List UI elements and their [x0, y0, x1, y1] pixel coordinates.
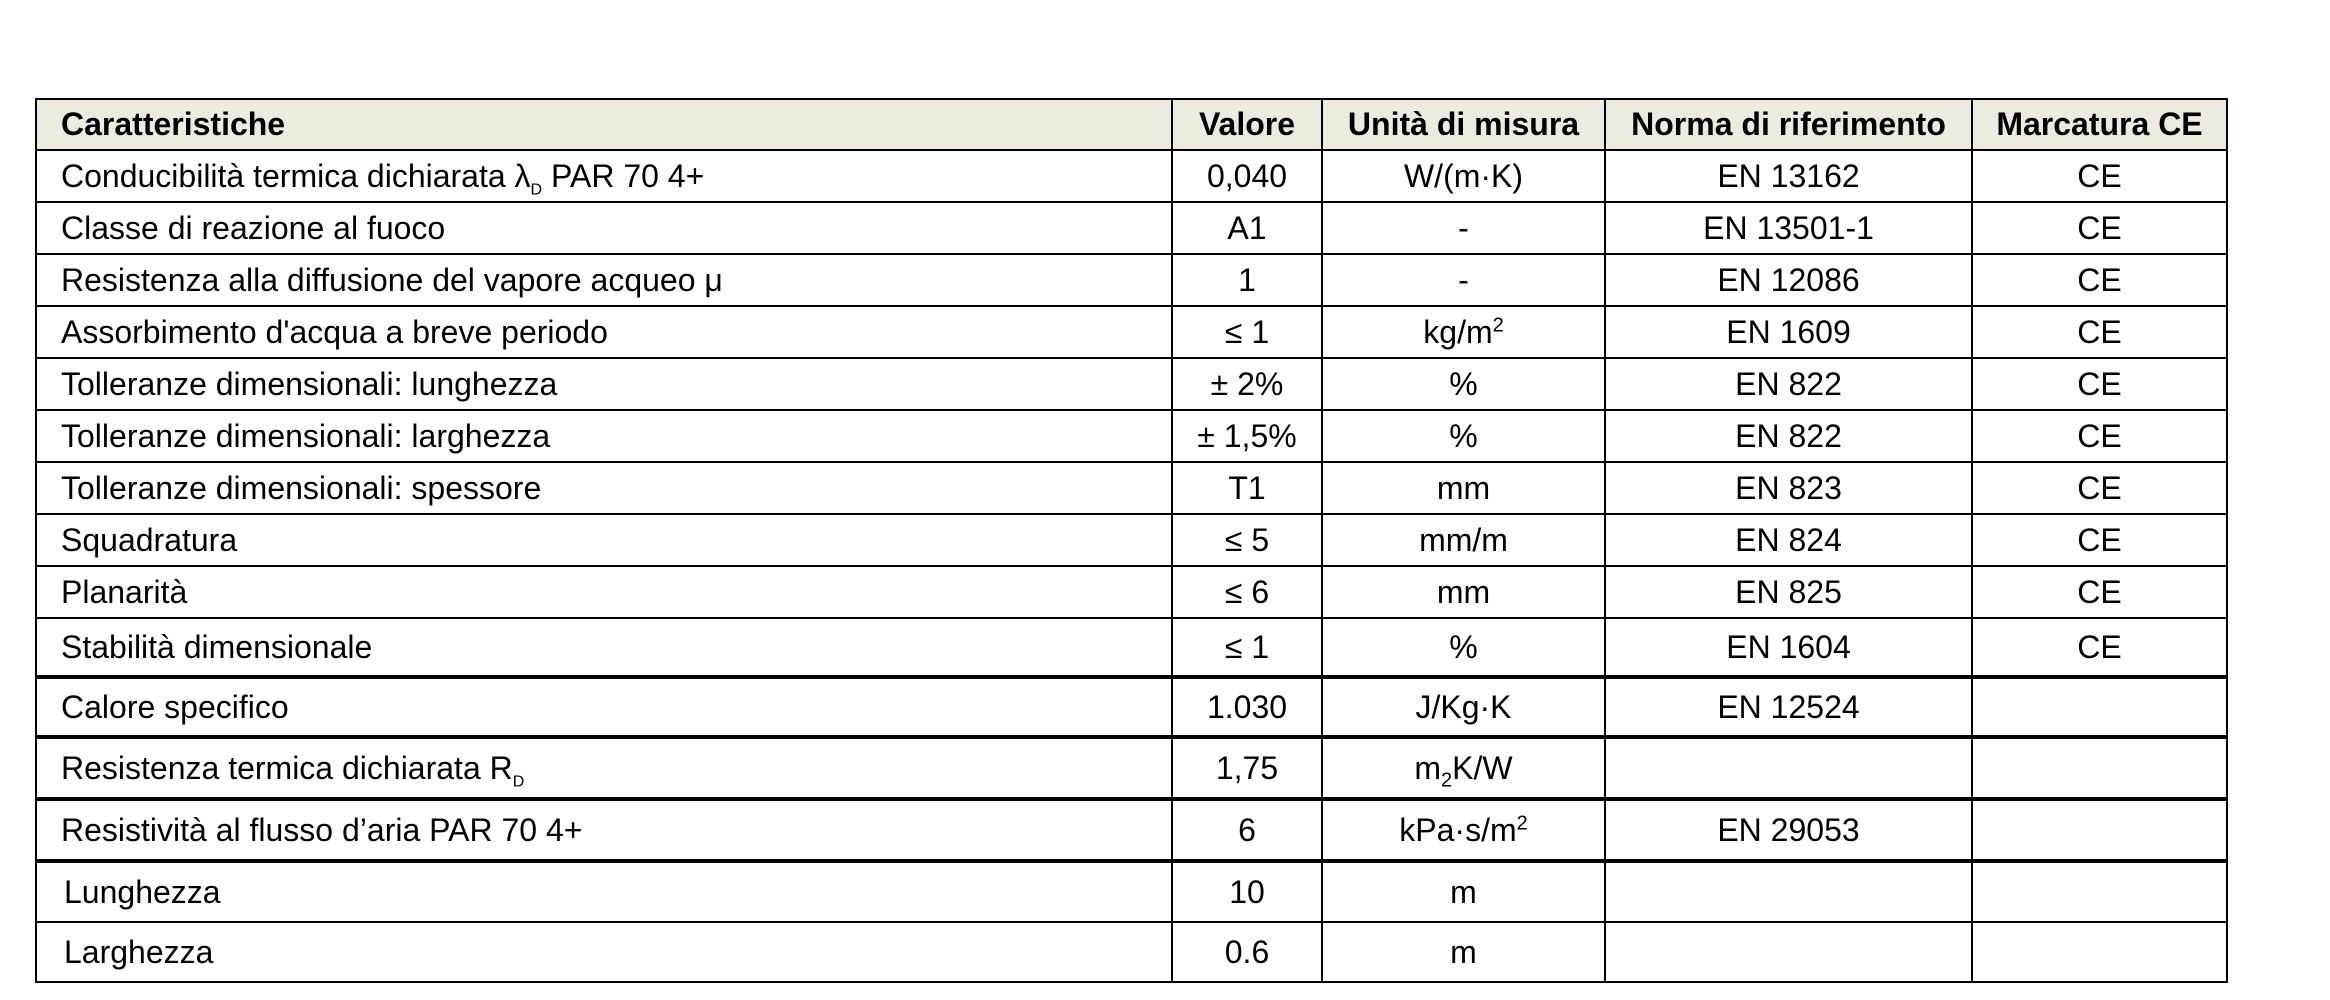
row-name: Tolleranze dimensionali: larghezza: [36, 410, 1172, 462]
row-value: 1.030: [1172, 677, 1322, 737]
row-ce: CE: [1972, 410, 2227, 462]
row-ce: [1972, 677, 2227, 737]
row-norm: EN 1609: [1605, 306, 1972, 358]
row-name: Stabilità dimensionale: [36, 618, 1172, 677]
table-row: [36, 514, 2227, 566]
row-name: Classe di reazione al fuoco: [36, 202, 1172, 254]
row-unit: %: [1322, 358, 1605, 410]
row-unit: m: [1322, 861, 1605, 922]
row-norm: [1605, 861, 1972, 922]
row-unit: m: [1322, 922, 1605, 982]
row-ce: CE: [1972, 202, 2227, 254]
row-value: 10: [1172, 861, 1322, 922]
row-unit-main: kg/m: [1423, 313, 1493, 350]
row-unit-superscript: 2: [1492, 313, 1504, 336]
row-norm: EN 825: [1605, 566, 1972, 618]
table-row: [36, 922, 2227, 982]
row-value: ± 1,5%: [1172, 410, 1322, 462]
row-ce: [1972, 922, 2227, 982]
row-norm: EN 824: [1605, 514, 1972, 566]
row-norm: EN 29053: [1605, 799, 1972, 861]
table-row: [36, 618, 2227, 677]
table-row: [36, 306, 2227, 358]
row-name: Tolleranze dimensionali: spessore: [36, 462, 1172, 514]
row-ce: [1972, 799, 2227, 861]
row-unit: -: [1322, 254, 1605, 306]
row-name: Lunghezza: [36, 861, 1172, 922]
row-norm: EN 12524: [1605, 677, 1972, 737]
row-name: Resistività al flusso d’aria PAR 70 4+: [36, 799, 1172, 861]
row-unit: -: [1322, 202, 1605, 254]
row-value: ± 2%: [1172, 358, 1322, 410]
row-norm: EN 1604: [1605, 618, 1972, 677]
row-name: Assorbimento d'acqua a breve periodo: [36, 306, 1172, 358]
header-norma: Norma di riferimento: [1605, 99, 1972, 150]
row-ce: [1972, 861, 2227, 922]
row-ce: CE: [1972, 462, 2227, 514]
row-value: 1,75: [1172, 737, 1322, 799]
row-unit: mm: [1322, 566, 1605, 618]
row-unit: %: [1322, 618, 1605, 677]
row-unit: mm/m: [1322, 514, 1605, 566]
row-unit-after: K/W: [1452, 749, 1513, 786]
row-name-main: Conducibilità termica dichiarata λ: [61, 157, 531, 194]
row-unit-subscript: 2: [1441, 768, 1453, 791]
table-row: [36, 737, 2227, 799]
row-value: 0,040: [1172, 150, 1322, 202]
row-ce: [1972, 737, 2227, 799]
row-unit-superscript: 2: [1516, 811, 1528, 834]
table-row: [36, 150, 2227, 202]
row-name: [36, 737, 1172, 799]
row-ce: CE: [1972, 150, 2227, 202]
row-ce: CE: [1972, 566, 2227, 618]
row-value: ≤ 1: [1172, 306, 1322, 358]
row-norm: EN 822: [1605, 410, 1972, 462]
row-unit-main: kPa·s/m: [1399, 811, 1517, 848]
row-unit: W/(m·K): [1322, 150, 1605, 202]
table-row: [36, 410, 2227, 462]
row-value: T1: [1172, 462, 1322, 514]
specifications-table: [35, 98, 2228, 983]
row-ce: CE: [1972, 514, 2227, 566]
header-caratteristiche: Caratteristiche: [36, 99, 1172, 150]
row-norm: [1605, 737, 1972, 799]
row-norm: EN 13162: [1605, 150, 1972, 202]
row-norm: EN 823: [1605, 462, 1972, 514]
table-header-row: [36, 99, 2227, 150]
table-row: [36, 254, 2227, 306]
row-unit: J/Kg·K: [1322, 677, 1605, 737]
table-row: [36, 358, 2227, 410]
row-norm: EN 12086: [1605, 254, 1972, 306]
row-name-subscript: D: [512, 772, 525, 790]
table-row: [36, 677, 2227, 737]
row-ce: CE: [1972, 618, 2227, 677]
row-name-main: Resistenza termica dichiarata R: [61, 749, 513, 786]
row-unit: mm: [1322, 462, 1605, 514]
row-name: Squadratura: [36, 514, 1172, 566]
row-value: A1: [1172, 202, 1322, 254]
row-unit: [1322, 799, 1605, 861]
row-value: ≤ 6: [1172, 566, 1322, 618]
row-name: Calore specifico: [36, 677, 1172, 737]
table-row: [36, 566, 2227, 618]
table-row: [36, 462, 2227, 514]
row-ce: CE: [1972, 254, 2227, 306]
row-name-subscript: D: [530, 180, 543, 198]
header-marcatura: Marcatura CE: [1972, 99, 2227, 150]
row-name: [36, 150, 1172, 202]
row-unit: %: [1322, 410, 1605, 462]
row-name: Tolleranze dimensionali: lunghezza: [36, 358, 1172, 410]
row-value: ≤ 5: [1172, 514, 1322, 566]
row-ce: CE: [1972, 358, 2227, 410]
table-row: [36, 861, 2227, 922]
table-row: [36, 202, 2227, 254]
row-value: ≤ 1: [1172, 618, 1322, 677]
row-name-after: PAR 70 4+: [542, 157, 705, 194]
row-unit-main: m: [1414, 749, 1442, 786]
header-valore: Valore: [1172, 99, 1322, 150]
row-value: 0.6: [1172, 922, 1322, 982]
row-ce: CE: [1972, 306, 2227, 358]
row-name: Resistenza alla diffusione del vapore acqueo μ: [36, 254, 1172, 306]
row-norm: [1605, 922, 1972, 982]
row-unit: [1322, 306, 1605, 358]
row-name: Larghezza: [36, 922, 1172, 982]
row-norm: EN 822: [1605, 358, 1972, 410]
header-unita: Unità di misura: [1322, 99, 1605, 150]
row-norm: EN 13501-1: [1605, 202, 1972, 254]
row-name: Planarità: [36, 566, 1172, 618]
row-value: 6: [1172, 799, 1322, 861]
row-value: 1: [1172, 254, 1322, 306]
table-row: [36, 799, 2227, 861]
row-unit: [1322, 737, 1605, 799]
